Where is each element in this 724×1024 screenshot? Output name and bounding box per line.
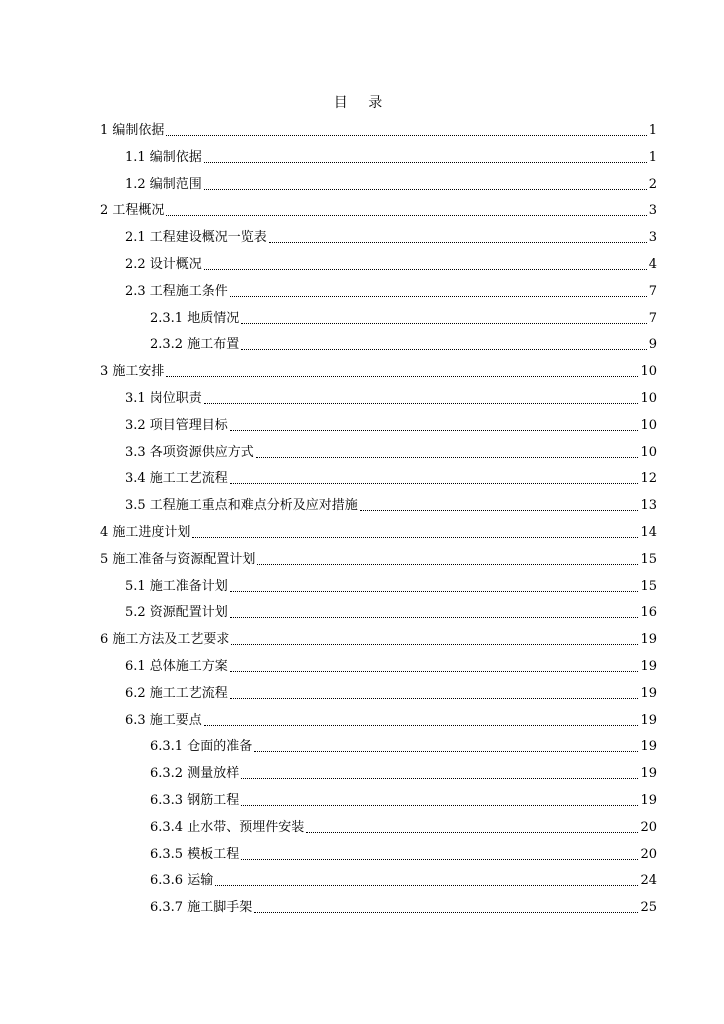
dot-leader bbox=[360, 510, 639, 511]
toc-entry[interactable] bbox=[100, 628, 657, 648]
toc-entry-label: 1.1 编制依据 bbox=[125, 149, 202, 165]
dot-leader bbox=[241, 805, 638, 806]
dot-leader bbox=[230, 483, 639, 484]
dot-leader bbox=[257, 564, 638, 565]
toc-entry-page-number: 24 bbox=[640, 873, 657, 889]
dot-leader bbox=[241, 778, 638, 779]
toc-entry-page-number: 19 bbox=[640, 685, 657, 701]
toc-entry-page-number: 9 bbox=[648, 337, 657, 353]
toc-entry-label: 3.5 工程施工重点和难点分析及应对措施 bbox=[125, 498, 358, 514]
dot-leader bbox=[241, 859, 638, 860]
toc-entry[interactable] bbox=[125, 467, 657, 487]
toc-entry[interactable] bbox=[125, 414, 657, 434]
dot-leader bbox=[230, 591, 639, 592]
dot-leader bbox=[241, 323, 647, 324]
toc-entry-page-number: 4 bbox=[648, 257, 657, 272]
toc-entry-label: 6.3.3 钢筋工程 bbox=[150, 793, 240, 808]
toc-entry[interactable] bbox=[125, 387, 657, 407]
toc-entry[interactable] bbox=[125, 146, 657, 166]
toc-entry-page-number: 19 bbox=[640, 739, 657, 755]
dot-leader bbox=[166, 215, 646, 216]
toc-entry-label: 6.3.7 施工脚手架 bbox=[150, 900, 253, 916]
toc-entry[interactable] bbox=[150, 869, 657, 889]
toc-entry-page-number: 15 bbox=[640, 551, 657, 567]
toc-entry[interactable] bbox=[125, 682, 657, 702]
toc-entry-page-number: 19 bbox=[640, 766, 657, 782]
dot-leader bbox=[269, 242, 647, 243]
toc-entry-label: 3.3 各项资源供应方式 bbox=[125, 444, 254, 460]
toc-entry-page-number: 19 bbox=[640, 793, 657, 808]
dot-leader bbox=[241, 349, 647, 350]
toc-entry[interactable] bbox=[100, 548, 657, 568]
dot-leader bbox=[166, 135, 646, 136]
dot-leader bbox=[230, 671, 639, 672]
toc-entry-label: 5 施工准备与资源配置计划 bbox=[100, 551, 256, 567]
dot-leader bbox=[215, 885, 638, 886]
toc-entry-page-number: 10 bbox=[640, 364, 657, 380]
toc-entry-page-number: 3 bbox=[648, 230, 657, 246]
toc-entry[interactable] bbox=[100, 199, 657, 219]
toc-entry[interactable] bbox=[125, 601, 657, 621]
toc-entry[interactable] bbox=[100, 360, 657, 380]
toc-entry-page-number: 19 bbox=[640, 632, 657, 648]
toc-entry-label: 6.3 施工要点 bbox=[125, 712, 202, 728]
toc-entry-page-number: 15 bbox=[640, 578, 657, 594]
toc-entry-label: 6.3.6 运输 bbox=[150, 873, 214, 889]
toc-entry-page-number: 12 bbox=[640, 471, 657, 487]
toc-entry-page-number: 19 bbox=[640, 659, 657, 674]
toc-entry-label: 3 施工安排 bbox=[100, 364, 165, 380]
dot-leader bbox=[254, 912, 638, 913]
toc-entry-label: 2.2 设计概况 bbox=[125, 257, 202, 272]
toc-entry-label: 2 工程概况 bbox=[100, 203, 165, 219]
toc-entry-label: 6.1 总体施工方案 bbox=[125, 659, 228, 674]
toc-entry[interactable] bbox=[150, 843, 657, 863]
toc-entry[interactable] bbox=[150, 333, 657, 353]
toc-entry-label: 5.1 施工准备计划 bbox=[125, 578, 228, 594]
toc-entry[interactable] bbox=[150, 816, 657, 836]
toc-entry-label: 3.4 施工工艺流程 bbox=[125, 471, 228, 487]
toc-entry-page-number: 10 bbox=[640, 391, 657, 406]
toc-entry-page-number: 2 bbox=[648, 176, 657, 192]
toc-entry-page-number: 1 bbox=[648, 123, 657, 138]
toc-entry[interactable] bbox=[150, 789, 657, 809]
dot-leader bbox=[192, 537, 638, 538]
toc-entry-label: 2.3.1 地质情况 bbox=[150, 310, 240, 326]
toc-entry[interactable] bbox=[125, 226, 657, 246]
toc-entry[interactable] bbox=[125, 709, 657, 729]
dot-leader bbox=[204, 403, 639, 404]
dot-leader bbox=[231, 644, 638, 645]
dot-leader bbox=[230, 430, 639, 431]
dot-leader bbox=[204, 189, 647, 190]
toc-entry-page-number: 1 bbox=[648, 149, 657, 165]
dot-leader bbox=[166, 376, 638, 377]
toc-title: 目 录 bbox=[333, 95, 391, 111]
dot-leader bbox=[256, 457, 639, 458]
toc-entry-label: 4 施工进度计划 bbox=[100, 525, 191, 540]
toc-entry-label: 1.2 编制范围 bbox=[125, 176, 202, 192]
dot-leader bbox=[204, 725, 639, 726]
dot-leader bbox=[230, 698, 639, 699]
toc-entry-label: 6.3.2 测量放样 bbox=[150, 766, 240, 782]
toc-entry[interactable] bbox=[150, 307, 657, 327]
toc-entry[interactable] bbox=[125, 280, 657, 300]
toc-entry[interactable] bbox=[100, 521, 657, 541]
toc-entry[interactable] bbox=[125, 441, 657, 461]
toc-entry[interactable] bbox=[125, 655, 657, 675]
toc-entry-page-number: 19 bbox=[640, 712, 657, 728]
toc-entry-page-number: 14 bbox=[640, 525, 657, 540]
toc-entry-page-number: 10 bbox=[640, 444, 657, 460]
toc-entry-page-number: 10 bbox=[640, 417, 657, 433]
toc-entry-page-number: 20 bbox=[640, 819, 657, 835]
toc-entry-label: 1 编制依据 bbox=[100, 123, 165, 138]
dot-leader bbox=[204, 269, 647, 270]
toc-entry-page-number: 13 bbox=[640, 498, 657, 514]
dot-leader bbox=[204, 162, 647, 163]
toc-entry-label: 6 施工方法及工艺要求 bbox=[100, 632, 230, 648]
toc-entry[interactable] bbox=[150, 762, 657, 782]
toc-entry-label: 3.2 项目管理目标 bbox=[125, 417, 228, 433]
toc-entry-label: 2.1 工程建设概况一览表 bbox=[125, 230, 267, 246]
dot-leader bbox=[230, 617, 639, 618]
toc-entry-label: 2.3 工程施工条件 bbox=[125, 283, 228, 299]
toc-entry[interactable] bbox=[125, 253, 657, 273]
toc-entry-page-number: 7 bbox=[648, 283, 657, 299]
toc-entry-page-number: 20 bbox=[640, 846, 657, 862]
toc-entry-page-number: 7 bbox=[648, 310, 657, 326]
toc-entry-page-number: 25 bbox=[640, 900, 657, 916]
toc-entry-label: 6.3.4 止水带、预埋件安装 bbox=[150, 819, 305, 835]
toc-entry-label: 2.3.2 施工布置 bbox=[150, 337, 240, 353]
toc-entry-label: 3.1 岗位职责 bbox=[125, 391, 202, 406]
toc-entry[interactable] bbox=[150, 896, 657, 916]
dot-leader bbox=[230, 296, 647, 297]
toc-entry[interactable] bbox=[125, 575, 657, 595]
dot-leader bbox=[306, 832, 638, 833]
toc-entry-label: 6.2 施工工艺流程 bbox=[125, 685, 228, 701]
toc-entry[interactable] bbox=[100, 119, 657, 139]
toc-entry[interactable] bbox=[150, 735, 657, 755]
toc-entry-page-number: 16 bbox=[640, 605, 657, 621]
toc-entry-label: 6.3.1 仓面的准备 bbox=[150, 739, 253, 755]
dot-leader bbox=[254, 751, 638, 752]
toc-entry[interactable] bbox=[125, 173, 657, 193]
toc-entry-label: 6.3.5 模板工程 bbox=[150, 846, 240, 862]
toc-entry-page-number: 3 bbox=[648, 203, 657, 219]
toc-entry[interactable] bbox=[125, 494, 657, 514]
toc-entry-label: 5.2 资源配置计划 bbox=[125, 605, 228, 621]
